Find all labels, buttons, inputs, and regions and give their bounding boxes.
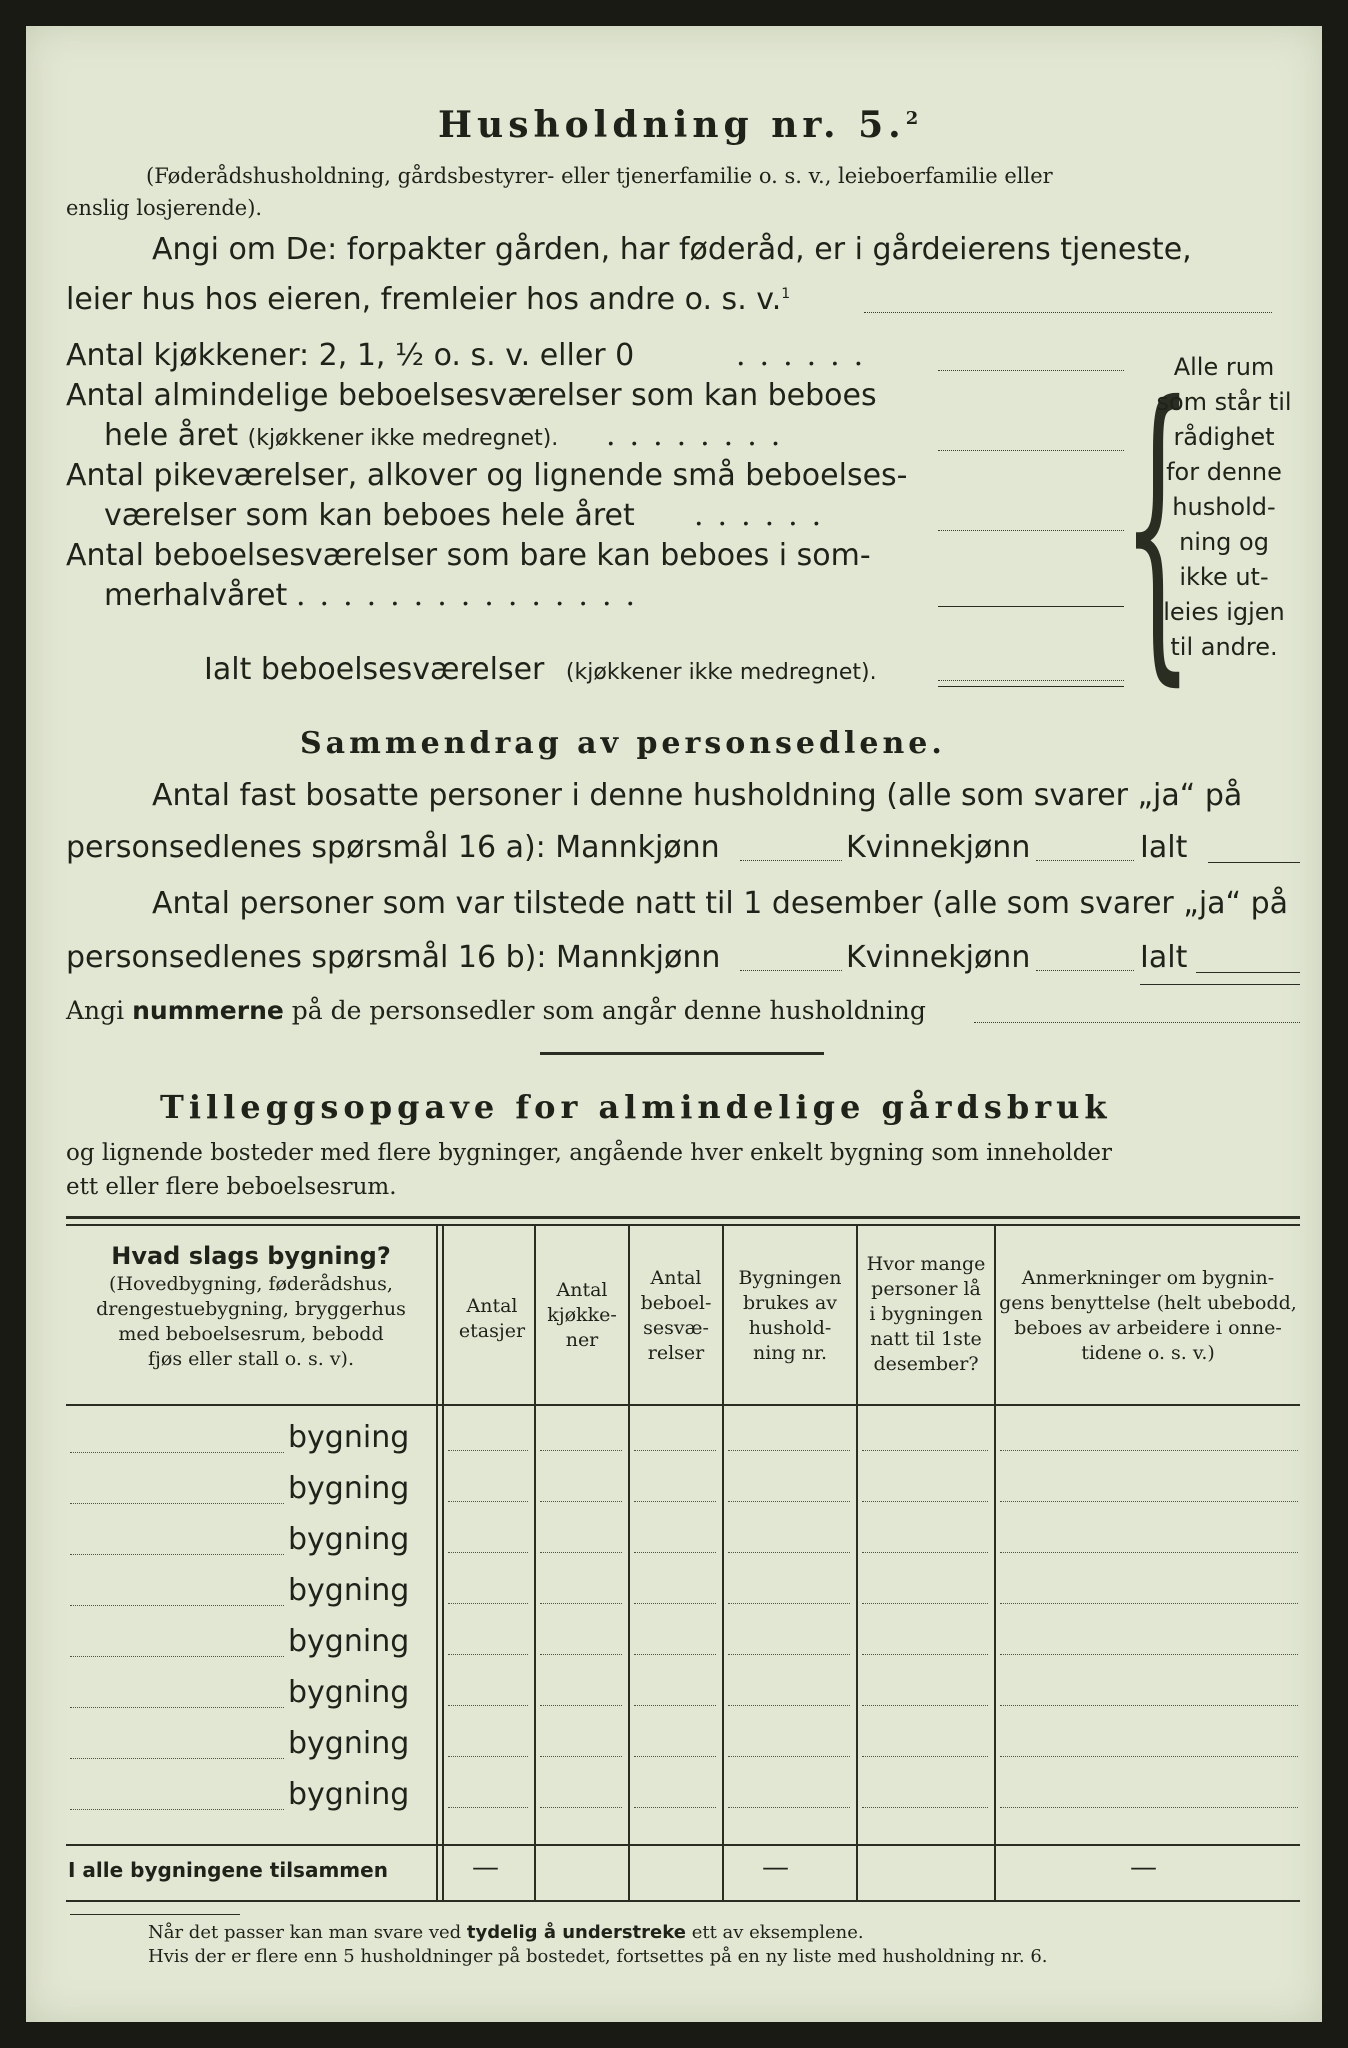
table-cell[interactable] [634, 1705, 716, 1706]
table-cell[interactable] [862, 1756, 988, 1757]
table-cell[interactable] [728, 1603, 850, 1604]
table-cell[interactable] [862, 1552, 988, 1553]
table-cell[interactable] [728, 1807, 850, 1808]
supplement-desc-cont: ett eller flere beboelsesrum. [66, 1174, 397, 1200]
table-cell[interactable] [448, 1654, 528, 1655]
building-type-input[interactable] [70, 1452, 284, 1453]
footnote-rule [70, 1914, 240, 1915]
instruction-answer-line[interactable] [864, 312, 1272, 313]
table-cell[interactable] [448, 1450, 528, 1451]
table-cell[interactable] [540, 1807, 622, 1808]
rooms-brace: { [1122, 340, 1194, 712]
numbers-answer-line[interactable] [974, 1022, 1300, 1023]
building-row-label: bygning [288, 1471, 410, 1506]
supplement-desc: og lignende bosteder med flere bygninger, angående hver enkelt bygning som inneholder [66, 1140, 1113, 1166]
table-col-divider [994, 1226, 996, 1902]
q2-total-line[interactable] [1196, 972, 1300, 973]
q1-female-label: Kvinnekjønn [846, 830, 1031, 865]
kitchens-answer-line[interactable] [938, 370, 1124, 371]
summer-rooms-leader: ............... [296, 578, 650, 613]
table-cell[interactable] [862, 1603, 988, 1604]
building-type-input[interactable] [70, 1707, 284, 1708]
ordinary-rooms-label-cont: hele året (kjøkkener ikke medregnet). [104, 418, 559, 453]
household-instruction: Angi om De: forpakter gården, har føderåd, er i gårdeierens tjeneste, [152, 232, 1192, 267]
total-remarks-dash: — [1130, 1852, 1157, 1883]
table-col-divider [722, 1226, 724, 1902]
numbers-label: Angi nummerne på de personsedler som angår denne husholdning [66, 996, 926, 1025]
table-header-rule [66, 1404, 1300, 1406]
table-cell[interactable] [634, 1756, 716, 1757]
table-cell[interactable] [448, 1705, 528, 1706]
building-row-label: bygning [288, 1573, 410, 1608]
household-subtitle: (Føderådshusholdning, gårdsbestyrer- eller tjenerfamilie o. s. v., leieboerfamilie eller [146, 164, 1053, 188]
table-cell[interactable] [448, 1756, 528, 1757]
building-type-input[interactable] [70, 1554, 284, 1555]
total-floors-dash: — [472, 1852, 499, 1883]
table-cell[interactable] [1000, 1552, 1298, 1553]
table-cell[interactable] [862, 1654, 988, 1655]
table-cell[interactable] [634, 1501, 716, 1502]
building-row-label: bygning [288, 1624, 410, 1659]
building-type-input[interactable] [70, 1758, 284, 1759]
table-cell[interactable] [448, 1807, 528, 1808]
table-cell[interactable] [728, 1450, 850, 1451]
building-row-label: bygning [288, 1777, 410, 1812]
table-cell[interactable] [540, 1552, 622, 1553]
col-floors-header: Antal etasjer [458, 1295, 526, 1342]
building-type-input[interactable] [70, 1605, 284, 1606]
table-cell[interactable] [728, 1756, 850, 1757]
col-persons-header: Hvor mange personer lå i bygningen natt til 1ste desember? [866, 1253, 986, 1375]
table-cell[interactable] [1000, 1756, 1298, 1757]
col-remarks-header: Anmerkninger om bygnin- gens benyttelse (helt ubebodd, beboes av arbeidere i onne- tidene o. s. v.) [999, 1267, 1297, 1364]
col-rooms-header: Antal beboel- sesvæ- relser [640, 1267, 712, 1364]
q2-total-label: Ialt [1140, 940, 1188, 975]
q2-male-line[interactable] [740, 970, 842, 971]
q2-female-line[interactable] [1036, 970, 1134, 971]
maid-rooms-answer-line[interactable] [938, 530, 1124, 531]
table-cell[interactable] [1000, 1501, 1298, 1502]
table-cell[interactable] [540, 1756, 622, 1757]
table-col-divider [856, 1226, 858, 1902]
household-instruction-cont: leier hus hos eieren, fremleier hos andre o. s. v.$^1$ [66, 282, 791, 317]
ordinary-rooms-label: Antal almindelige beboelsesværelser som kan beboes [66, 378, 877, 413]
table-cell[interactable] [448, 1501, 528, 1502]
household-title: Husholdning nr. 5.$^2$ [438, 104, 924, 146]
table-total-rule [66, 1844, 1300, 1846]
summary-q2: Antal personer som var tilstede natt til 1 desember (alle som svarer „ja“ på [152, 886, 1289, 921]
table-cell[interactable] [540, 1603, 622, 1604]
q1-female-line[interactable] [1036, 860, 1134, 861]
table-cell[interactable] [1000, 1603, 1298, 1604]
maid-rooms-label-cont: værelser som kan beboes hele året [104, 498, 635, 533]
table-cell[interactable] [728, 1705, 850, 1706]
table-cell[interactable] [1000, 1705, 1298, 1706]
ordinary-rooms-answer-line[interactable] [938, 450, 1124, 451]
table-cell[interactable] [540, 1501, 622, 1502]
summer-rooms-answer-line[interactable] [938, 606, 1124, 607]
table-cell[interactable] [1000, 1450, 1298, 1451]
q1-male-line[interactable] [740, 860, 842, 861]
table-cell[interactable] [448, 1603, 528, 1604]
total-rooms-answer-line[interactable] [938, 680, 1124, 681]
section-divider [540, 1052, 824, 1055]
table-cell[interactable] [634, 1654, 716, 1655]
summary-title: Sammendrag av personsedlene. [300, 726, 946, 761]
table-top-rule-2 [66, 1224, 1300, 1226]
col-building-type-header: Hvad slags bygning? (Hovedbygning, føderådshus, drengestuebygning, bryggerhus med beboelsesrum, bebodd fjøs eller stall o. s. v). [96, 1242, 406, 1370]
table-cell[interactable] [634, 1450, 716, 1451]
table-cell[interactable] [1000, 1654, 1298, 1655]
table-cell[interactable] [634, 1807, 716, 1808]
table-top-rule [66, 1216, 1300, 1219]
total-rooms-label: Ialt beboelsesværelser (kjøkkener ikke medregnet). [204, 652, 877, 687]
table-cell[interactable] [862, 1501, 988, 1502]
building-row-label: bygning [288, 1675, 410, 1710]
table-cell[interactable] [728, 1654, 850, 1655]
footnote-2: Hvis der er flere enn 5 husholdninger på bostedet, fortsettes på en ny liste med husholdning nr. 6. [148, 1946, 1048, 1967]
supplement-title: Tilleggsopgave for almindelige gårdsbruk [160, 1088, 1112, 1126]
building-row-label: bygning [288, 1522, 410, 1557]
building-type-input[interactable] [70, 1656, 284, 1657]
col-household-nr-header: Bygningen brukes av hushold- ning nr. [738, 1267, 842, 1364]
table-cell[interactable] [634, 1603, 716, 1604]
maid-rooms-label: Antal pikeværelser, alkover og lignende små beboelses- [66, 458, 908, 493]
table-col-divider [442, 1226, 444, 1902]
table-total-label: I alle bygningene tilsammen [68, 1858, 388, 1882]
q2-total-underline [1140, 984, 1300, 985]
building-type-input[interactable] [70, 1503, 284, 1504]
table-bottom-rule [66, 1900, 1300, 1902]
total-rooms-underline [938, 686, 1124, 687]
total-household-dash: — [762, 1852, 789, 1883]
q2-female-label: Kvinnekjønn [846, 940, 1031, 975]
summary-q2-cont: personsedlenes spørsmål 16 b): Mannkjønn [66, 940, 721, 975]
footnote-1: Når det passer kan man svare ved tydelig å understreke ett av eksemplene. [148, 1922, 864, 1943]
table-cell[interactable] [862, 1450, 988, 1451]
household-subtitle-cont: enslig losjerende). [66, 196, 263, 220]
building-row-label: bygning [288, 1420, 410, 1455]
summer-rooms-label: Antal beboelsesværelser som bare kan beboes i som- [66, 538, 871, 573]
summary-q1-cont: personsedlenes spørsmål 16 a): Mannkjønn [66, 830, 720, 865]
table-cell[interactable] [862, 1705, 988, 1706]
kitchens-leader: ...... [736, 338, 878, 373]
building-type-input[interactable] [70, 1809, 284, 1810]
table-col-divider [534, 1226, 536, 1902]
table-cell[interactable] [1000, 1807, 1298, 1808]
q1-total-line[interactable] [1208, 862, 1300, 863]
q1-total-label: Ialt [1140, 830, 1188, 865]
building-row-label: bygning [288, 1726, 410, 1761]
table-cell[interactable] [728, 1501, 850, 1502]
table-cell[interactable] [540, 1450, 622, 1451]
table-col-divider [628, 1226, 630, 1902]
table-cell[interactable] [862, 1807, 988, 1808]
table-cell[interactable] [634, 1552, 716, 1553]
rooms-side-note: Alle rum som står til rådighet for denne hushold- ning og ikke ut- leies igjen til andre. [1156, 353, 1292, 661]
table-cell[interactable] [540, 1705, 622, 1706]
table-col-divider [436, 1226, 438, 1902]
table-cell[interactable] [448, 1552, 528, 1553]
maid-rooms-leader: ...... [694, 498, 836, 533]
ordinary-rooms-leader: ........ [606, 418, 795, 453]
kitchens-label: Antal kjøkkener: 2, 1, ½ o. s. v. eller 0 [66, 338, 635, 373]
summer-rooms-label-cont: merhalvåret [104, 578, 288, 613]
census-form-page [26, 26, 1322, 2022]
table-cell[interactable] [728, 1552, 850, 1553]
summary-q1: Antal fast bosatte personer i denne husholdning (alle som svarer „ja“ på [152, 778, 1243, 813]
table-cell[interactable] [540, 1654, 622, 1655]
col-kitchens-header: Antal kjøkke- ner [547, 1279, 617, 1351]
